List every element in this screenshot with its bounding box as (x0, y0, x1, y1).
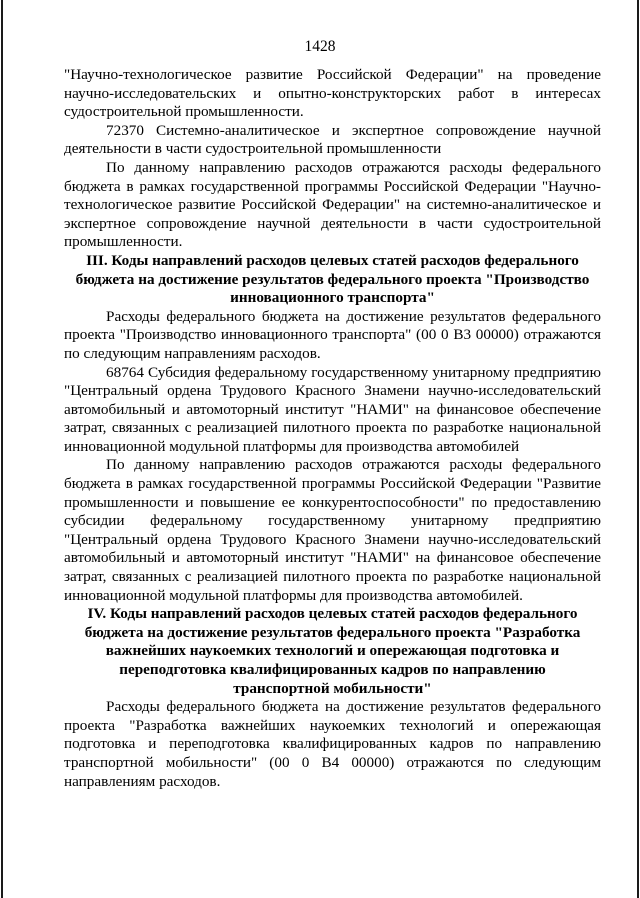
paragraph-72370-description: По данному направлению расходов отражаются расходы федерального бюджета в рамках государственной программы Российской Федерации "Научно-технологическое развитие Российской Федерации" на системно-аналитическое и экспертное сопровождение научной деятельности в части судостроительной промышленности. (64, 158, 601, 251)
document-body (64, 66, 601, 791)
section-4-heading: IV. Коды направлений расходов целевых статей расходов федерального бюджета на достижение результатов федерального проекта "Разработка важнейших наукоемких технологий и опережающая подготовка и переподготовка квалифицированных кадров по направлению транспортной мобильности" (84, 605, 581, 697)
scan-edge-right (637, 0, 639, 898)
scan-edge-left (1, 0, 3, 898)
section-3-heading: III. Коды направлений расходов целевых статей расходов федерального бюджета на достижение результатов федерального проекта "Производство инновационного транспорта" (75, 251, 590, 307)
paragraph-68764-description: По данному направлению расходов отражаются расходы федерального бюджета в рамках государственной программы Российской Федерации "Развитие промышленности и повышение ее конкурентоспособности" по предоставлению субсидии федеральному государственному унитарному предприятию "Центральный ордена Трудового Красного Знамени научно-исследовательский автомобильный и автомоторный институт "НАМИ" на финансовое обеспечение затрат, связанных с реализацией пилотного проекта по разработке национальной инновационной модульной платформы для производства автомобилей. (64, 456, 601, 604)
paragraph-code-72370: 72370 Системно-аналитическое и экспертное сопровождение научной деятельности в части судостроительной промышленности (64, 121, 601, 158)
paragraph-code-68764: 68764 Субсидия федеральному государственному унитарному предприятию "Центральный ордена Трудового Красного Знамени научно-исследовательский автомобильный и автомоторный институт "НАМИ" на финансовое обеспечение затрат, связанных с реализацией пилотного проекта по разработке национальной инновационной модульной платформы для производства автомобилей (64, 363, 601, 455)
section-3-intro: Расходы федерального бюджета на достижение результатов федерального проекта "Производство инновационного транспорта" (00 0 В3 00000) отражаются по следующим направлениям расходов. (64, 307, 601, 362)
section-4-intro: Расходы федерального бюджета на достижение результатов федерального проекта "Разработка важнейших наукоемких технологий и опережающая подготовка и переподготовка квалифицированных кадров по направлению транспортной мобильности" (00 0 В4 00000) отражаются по следующим направлениям расходов. (64, 698, 601, 790)
page-number: 1428 (304, 38, 336, 55)
paragraph-continuation: "Научно-технологическое развитие Российской Федерации" на проведение научно-исследовательских и опытно-конструкторских работ в интересах судостроительной промышленности. (64, 66, 601, 121)
